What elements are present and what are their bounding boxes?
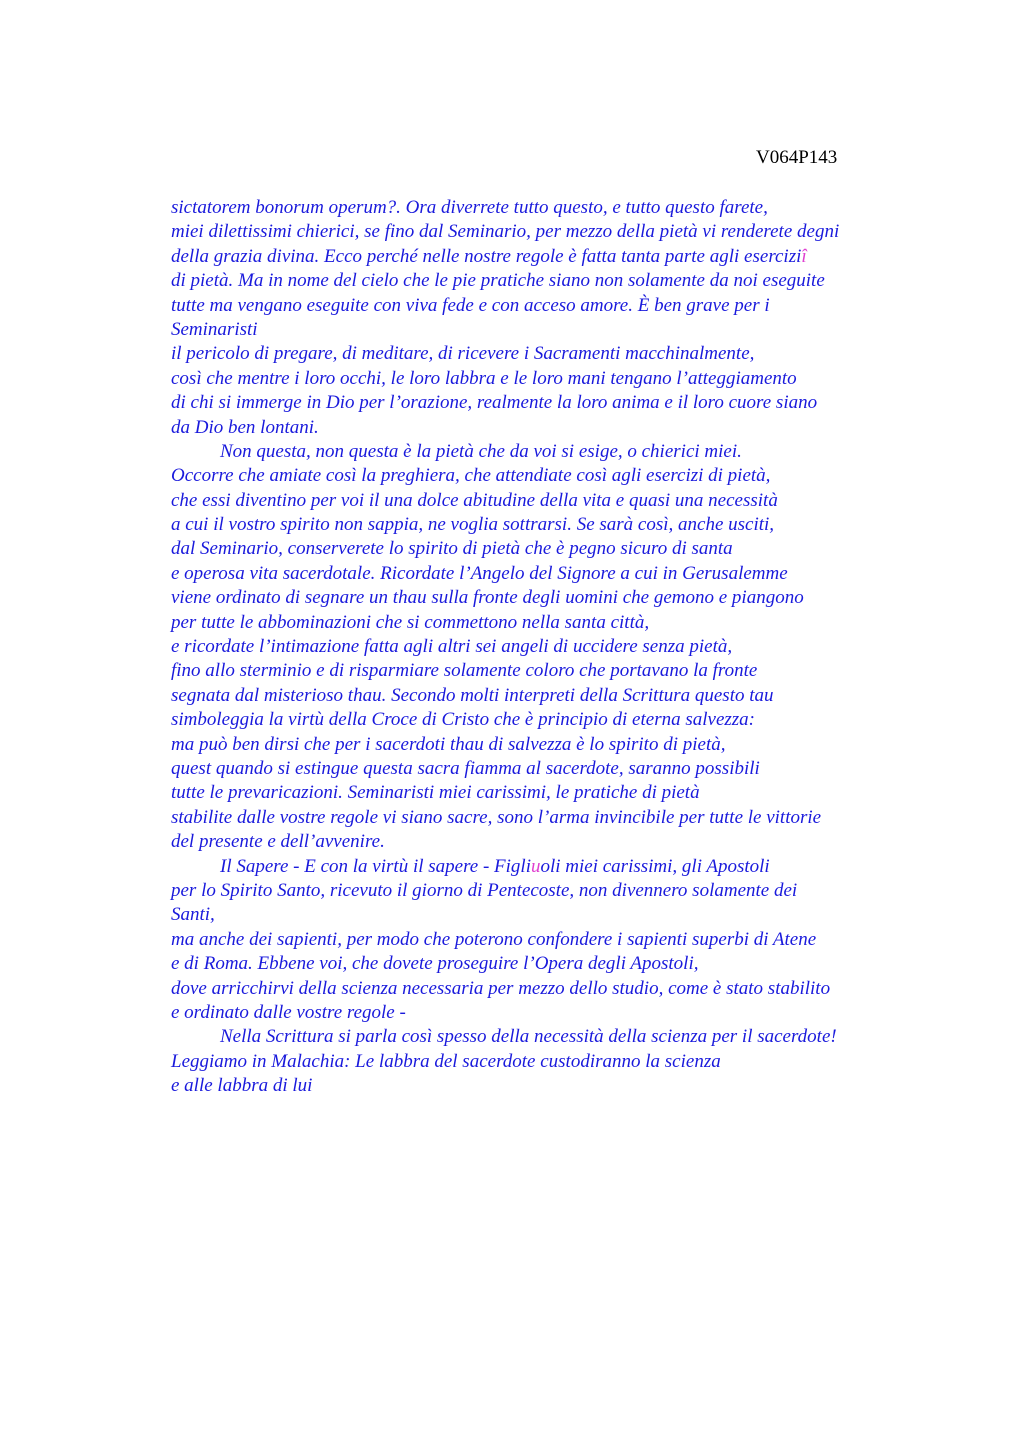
highlighted-character: u (530, 855, 541, 877)
page-id: V064P143 (756, 147, 838, 168)
text-line: Santi, (171, 904, 215, 926)
text-line: così che mentre i loro occhi, le loro labbra e le loro mani tengano l’atteggiamento (171, 367, 797, 389)
text-line: della grazia divina. Ecco perché nelle nostre regole è fatta tanta parte agli eserciziî (171, 245, 807, 267)
text-line: che essi diventino per voi il una dolce abitudine della vita e quasi una necessità (171, 489, 778, 511)
text-line: a cui il vostro spirito non sappia, ne voglia sottrarsi. Se sarà così, anche usciti, (171, 514, 775, 536)
paragraph-start-line: Il Sapere - E con la virtù il sapere - Figliuoli miei carissimi, gli Apostoli (220, 855, 770, 877)
text-line: fino allo sterminio e di risparmiare solamente coloro che portavano la fronte (171, 660, 758, 682)
text-line: quest quando si estingue questa sacra fiamma al sacerdote, saranno possibili (171, 757, 760, 779)
text-line: da Dio ben lontani. (171, 416, 319, 438)
text-line: e alle labbra di lui (171, 1075, 313, 1097)
text-line: dal Seminario, conserverete lo spirito di pietà che è pegno sicuro di santa (171, 538, 733, 560)
text-line: Seminaristi (171, 318, 258, 340)
text-line: e operosa vita sacerdotale. Ricordate l’Angelo del Signore a cui in Gerusalemme (171, 562, 788, 584)
text-line: miei dilettissimi chierici, se fino dal Seminario, per mezzo della pietà vi renderete degni (171, 221, 840, 243)
text-line: stabilite dalle vostre regole vi siano sacre, sono l’arma invincibile per tutte le vittorie (171, 806, 822, 828)
text-line: segnata dal misterioso thau. Secondo molti interpreti della Scrittura questo tau (171, 684, 774, 706)
text-line: del presente e dell’avvenire. (171, 831, 385, 853)
paragraph-start-line: Nella Scrittura si parla così spesso della necessità della scienza per il sacerdote! (220, 1026, 837, 1048)
text-line: dove arricchirvi della scienza necessaria per mezzo dello studio, come è stato stabilito (171, 977, 831, 999)
text-line: viene ordinato di segnare un thau sulla fronte degli uomini che gemono e piangono (171, 587, 804, 609)
text-line: ma anche dei sapienti, per modo che poterono confondere i sapienti superbi di Atene (171, 928, 817, 950)
paragraph-start-line: Non questa, non questa è la pietà che da voi si esige, o chierici miei. (220, 440, 742, 462)
text-line: di pietà. Ma in nome del cielo che le pie pratiche siano non solamente da noi eseguite (171, 270, 825, 292)
text-line: per tutte le abbominazioni che si commettono nella santa città, (171, 611, 650, 633)
text-line: Occorre che amiate così la preghiera, che attendiate così agli esercizi di pietà, (171, 465, 771, 487)
text-line: e di Roma. Ebbene voi, che dovete proseguire l’Opera degli Apostoli, (171, 953, 699, 975)
text-line: tutte le prevaricazioni. Seminaristi miei carissimi, le pratiche di pietà (171, 782, 700, 804)
text-line: e ordinato dalle vostre regole - (171, 1001, 406, 1023)
text-line: sictatorem bonorum operum?. Ora diverrete tutto questo, e tutto questo farete, (171, 197, 768, 218)
document-body (171, 196, 971, 1098)
text-line: il pericolo di pregare, di meditare, di ricevere i Sacramenti macchinalmente, (171, 343, 755, 365)
highlighted-character: î (801, 245, 807, 267)
text-line: ma può ben dirsi che per i sacerdoti thau di salvezza è lo spirito di pietà, (171, 733, 726, 755)
text-line: simboleggia la virtù della Croce di Cristo che è principio di eterna salvezza: (171, 709, 755, 731)
text-line: e ricordate l’intimazione fatta agli altri sei angeli di uccidere senza pietà, (171, 636, 733, 658)
text-line: di chi si immerge in Dio per l’orazione, realmente la loro anima e il loro cuore siano (171, 392, 818, 414)
text-line: tutte ma vengano eseguite con viva fede e con acceso amore. È ben grave per i (171, 294, 770, 316)
text-line: per lo Spirito Santo, ricevuto il giorno di Pentecoste, non divennero solamente dei (171, 879, 798, 901)
text-line: Leggiamo in Malachia: Le labbra del sacerdote custodiranno la scienza (171, 1050, 721, 1072)
